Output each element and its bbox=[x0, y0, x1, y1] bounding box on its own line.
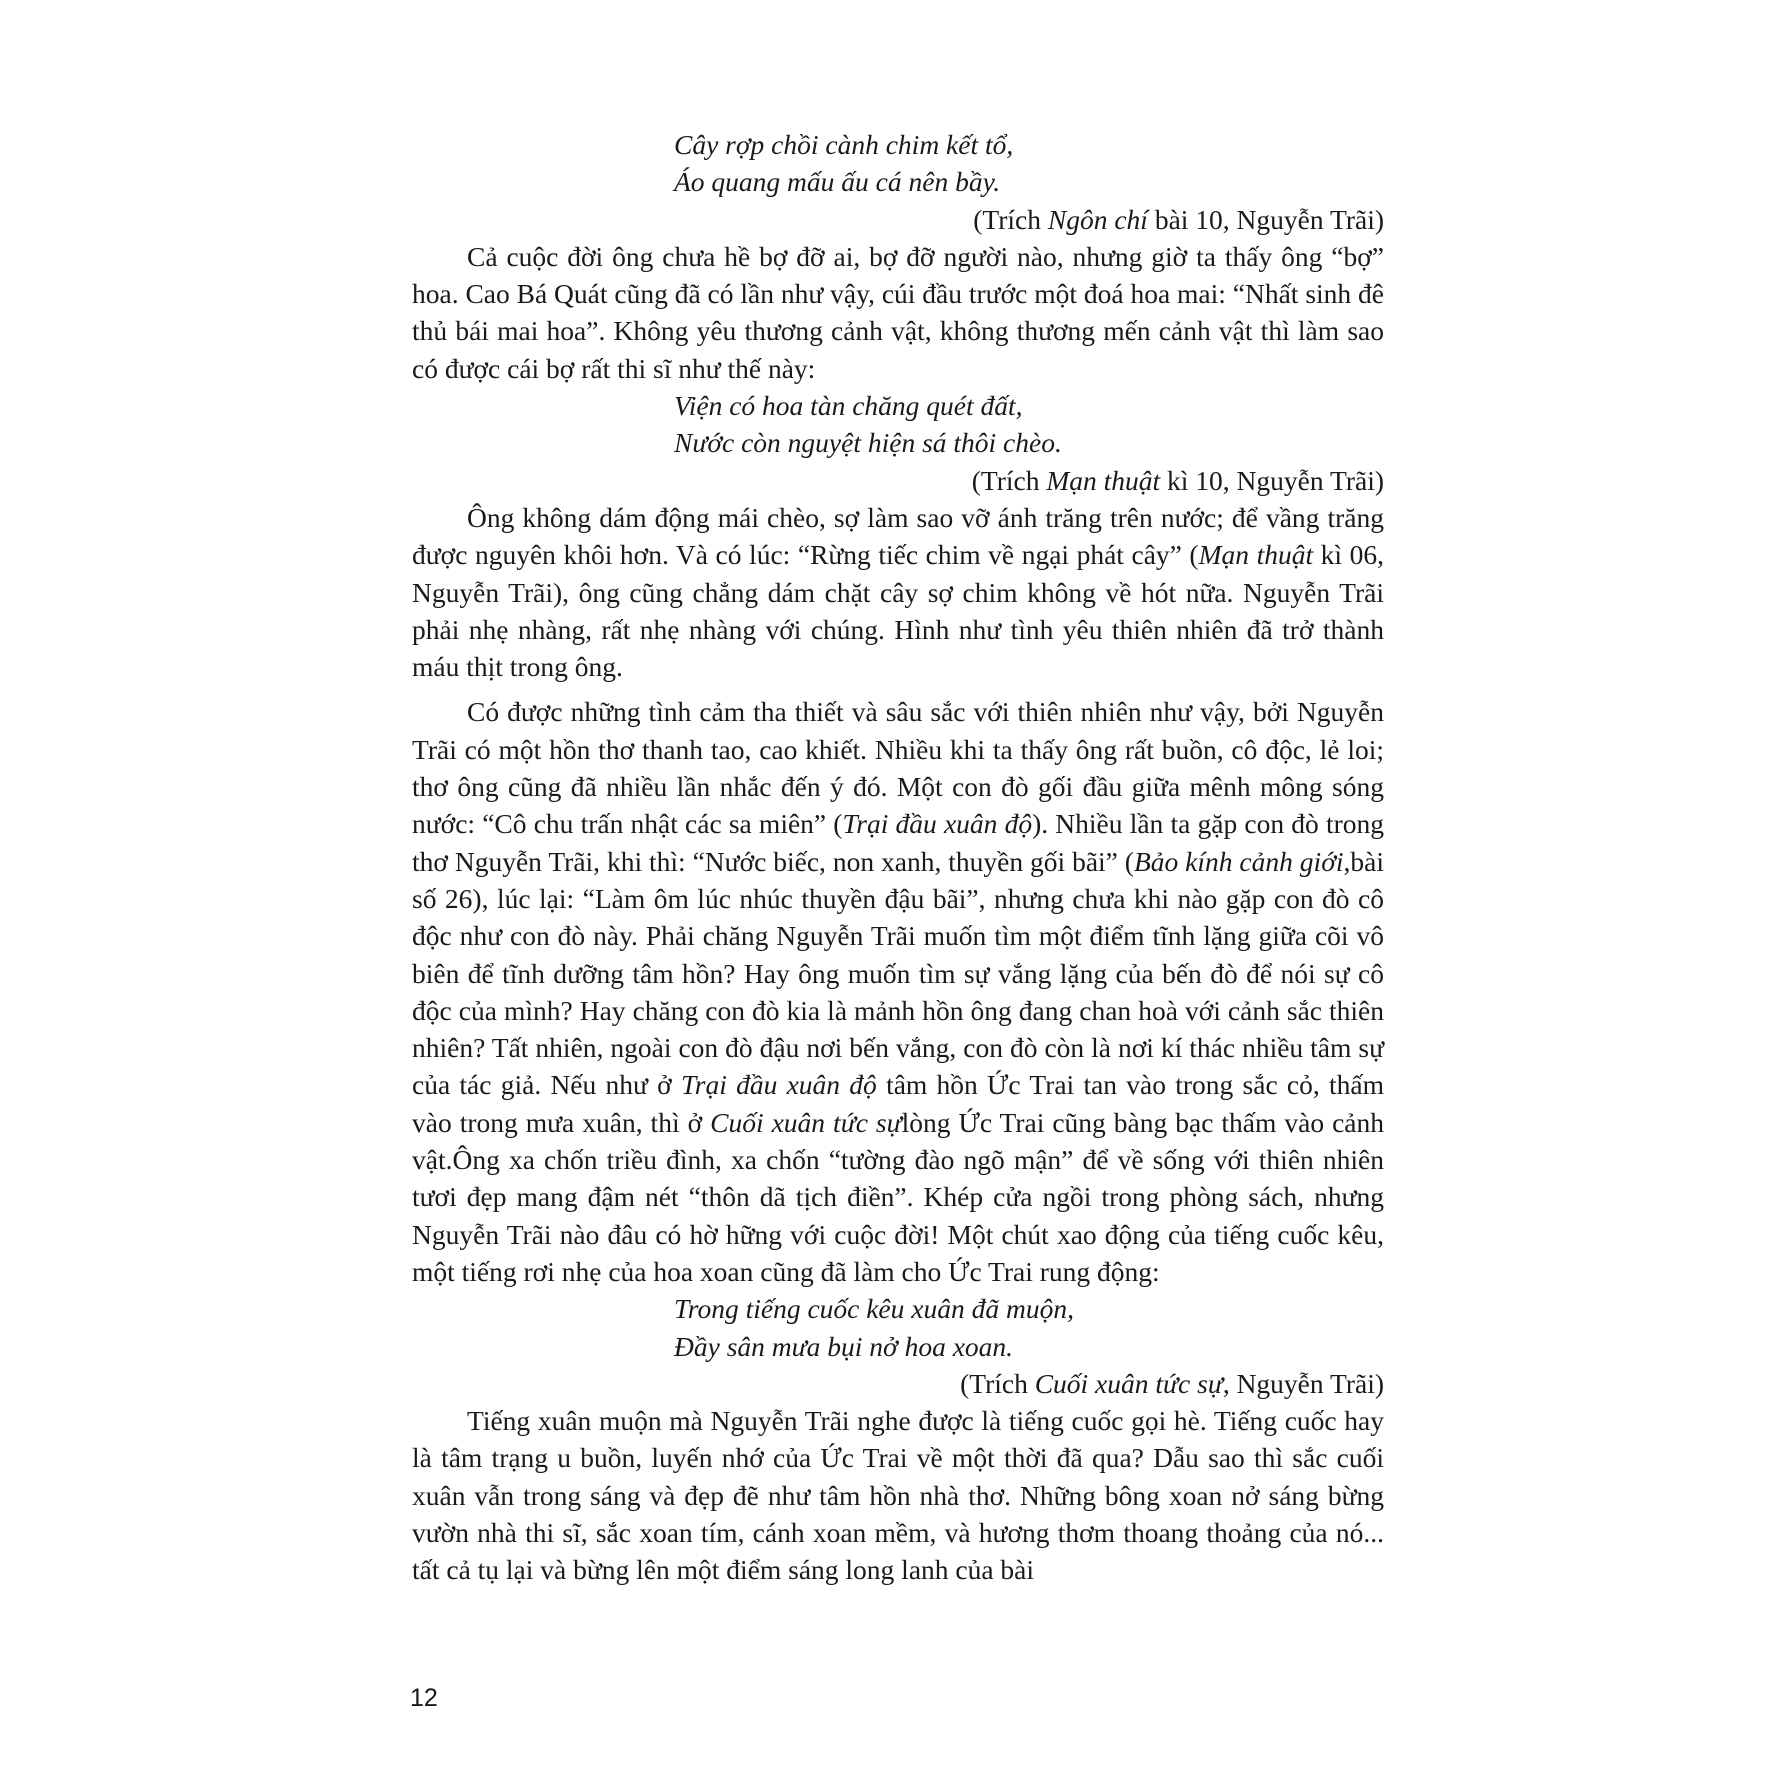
verse-line: Áo quang mấu ấu cá nên bầy. bbox=[674, 166, 1001, 198]
paragraph bbox=[412, 693, 1384, 1290]
citation-title: Cuối xuân tức sự bbox=[1034, 1367, 1223, 1399]
paragraph bbox=[412, 499, 1384, 685]
paragraph bbox=[412, 238, 1384, 387]
verse-line: Cây rợp chồi cành chim kết tổ, bbox=[674, 129, 1014, 160]
paragraph-text: Tiếng xuân muộn mà Nguyễn Trãi nghe được là tiếng cuốc gọi hè. Tiếng cuốc hay là tâm trạng u buồn, luyến nhớ của Ức Trai về một thời đã qua? Dẫu sao thì sắc cuối xuân vẫn trong sáng và đẹp đẽ như tâm hồn nhà thơ. Những bông xoan nở sáng bừng vườn nhà thi sĩ, sắc xoan tím, cánh xoan mềm, và hương thơm thoang thoảng của nó... tất cả tụ lại và bừng lên một điểm sáng long lanh của bài bbox=[412, 1405, 1384, 1586]
citation-prefix: (Trích bbox=[960, 1367, 1035, 1399]
verse-block bbox=[412, 126, 1384, 201]
verse-line: Đầy sân mưa bụi nở hoa xoan. bbox=[674, 1330, 1014, 1362]
verse-line: Nước còn nguyệt hiện sá thôi chèo. bbox=[674, 427, 1062, 459]
verse-line: Viện có hoa tàn chăng quét đất, bbox=[674, 390, 1023, 422]
paragraph-text: tâm hồn Ức Trai tan vào trong sắc cỏ, thấm vào trong mưa xuân, thì ở bbox=[412, 1069, 1384, 1138]
italic-title: Trại đầu xuân độ bbox=[842, 808, 1033, 840]
paragraph-text: ,bài số 26), lúc lại: “Làm ôm lúc nhúc thuyền đậu bãi”, nhưng chưa khi nào gặp con đò cô độc như con đò này. Phải chăng Nguyễn Trãi muốn tìm một điểm tĩnh lặng giữa cõi vô biên để tĩnh dưỡng tâm hồn? Hay ông muốn tìm sự vắng lặng của bến đò để nói sự cô độc của mình? Hay chăng con đò kia là mảnh hồn ông đang chan hoà với cảnh sắc thiên nhiên? Tất nhiên, ngoài con đò đậu nơi bến vắng, con đò còn là nơi kí thác nhiều tâm sự của tác giả. Nếu như ở bbox=[412, 845, 1384, 1101]
paragraph-text: Có được những tình cảm tha thiết và sâu sắc với thiên nhiên như vậy, bởi Nguyễn Trãi có một hồn thơ thanh tao, cao khiết. Nhiều khi ta thấy ông rất buồn, cô độc, lẻ loi; thơ ông cũng đã nhiều lần nhắc đến ý đó. Một con đò gối đầu giữa mênh mông sóng nước: “Cô chu trấn nhật các sa miên” ( bbox=[412, 696, 1384, 840]
citation-suffix: bài 10, Nguyễn Trãi) bbox=[1147, 203, 1384, 235]
italic-title: Trại đầu xuân độ bbox=[680, 1069, 877, 1101]
paragraph-text: Ông không dám động mái chèo, sợ làm sao vỡ ánh trăng trên nước; để vầng trăng được nguyên khôi hơn. Và có lúc: “Rừng tiếc chim về ngại phát cây” ( bbox=[412, 501, 1384, 571]
paragraph-text: kì 06, Nguyễn Trãi), ông cũng chẳng dám chặt cây sợ chim không về hót nữa. Nguyễn Trãi phải nhẹ nhàng, rất nhẹ nhàng với chúng. Hình như tình yêu thiên nhiên đã trở thành máu thịt trong ông. bbox=[412, 539, 1385, 683]
citation-suffix: kì 10, Nguyễn Trãi) bbox=[1160, 464, 1384, 496]
citation bbox=[412, 201, 1384, 238]
page-body bbox=[412, 126, 1384, 1589]
page-number: 12 bbox=[410, 1684, 438, 1712]
citation-suffix: , Nguyễn Trãi) bbox=[1222, 1367, 1384, 1399]
italic-title: Cuối xuân tức sự bbox=[710, 1106, 902, 1138]
citation bbox=[412, 1365, 1384, 1402]
italic-title: Bảo kính cảnh giới bbox=[1133, 845, 1344, 877]
paragraph-text: lòng Ức Trai cũng bàng bạc thấm vào cảnh vật.Ông xa chốn triều đình, xa chốn “tường đào ngõ mận” để về sống với thiên nhiên tươi đẹp mang đậm nét “thôn dã tịch điền”. Khép cửa ngồi trong phòng sách, nhưng Nguyễn Trãi nào đâu có hờ hững với cuộc đời! Một chút xao động của tiếng cuốc kêu, một tiếng rơi nhẹ của hoa xoan cũng đã làm cho Ức Trai rung động: bbox=[412, 1106, 1384, 1287]
paragraph bbox=[412, 1402, 1384, 1588]
citation-title: Ngôn chí bbox=[1047, 203, 1148, 235]
verse-block bbox=[412, 387, 1384, 462]
citation-title: Mạn thuật bbox=[1046, 464, 1161, 496]
verse-line: Trong tiếng cuốc kêu xuân đã muộn, bbox=[674, 1293, 1074, 1325]
citation-prefix: (Trích bbox=[973, 203, 1048, 235]
paragraph-text: ). Nhiều lần ta gặp con đò trong thơ Nguyễn Trãi, khi thì: “Nước biếc, non xanh, thuyền gối bãi” ( bbox=[412, 808, 1384, 877]
paragraph-text: Cả cuộc đời ông chưa hề bợ đỡ ai, bợ đỡ người nào, nhưng giờ ta thấy ông “bợ” hoa. Cao Bá Quát cũng đã có lần như vậy, cúi đầu trước một đoá hoa mai: “Nhất sinh đê thủ bái mai hoa”. Không yêu thương cảnh vật, không thương mến cảnh vật thì làm sao có được cái bợ rất thi sĩ như thế này: bbox=[412, 240, 1384, 384]
italic-title: Mạn thuật bbox=[1198, 539, 1314, 571]
citation-prefix: (Trích bbox=[971, 464, 1047, 496]
citation bbox=[412, 462, 1384, 499]
verse-block bbox=[412, 1290, 1384, 1365]
